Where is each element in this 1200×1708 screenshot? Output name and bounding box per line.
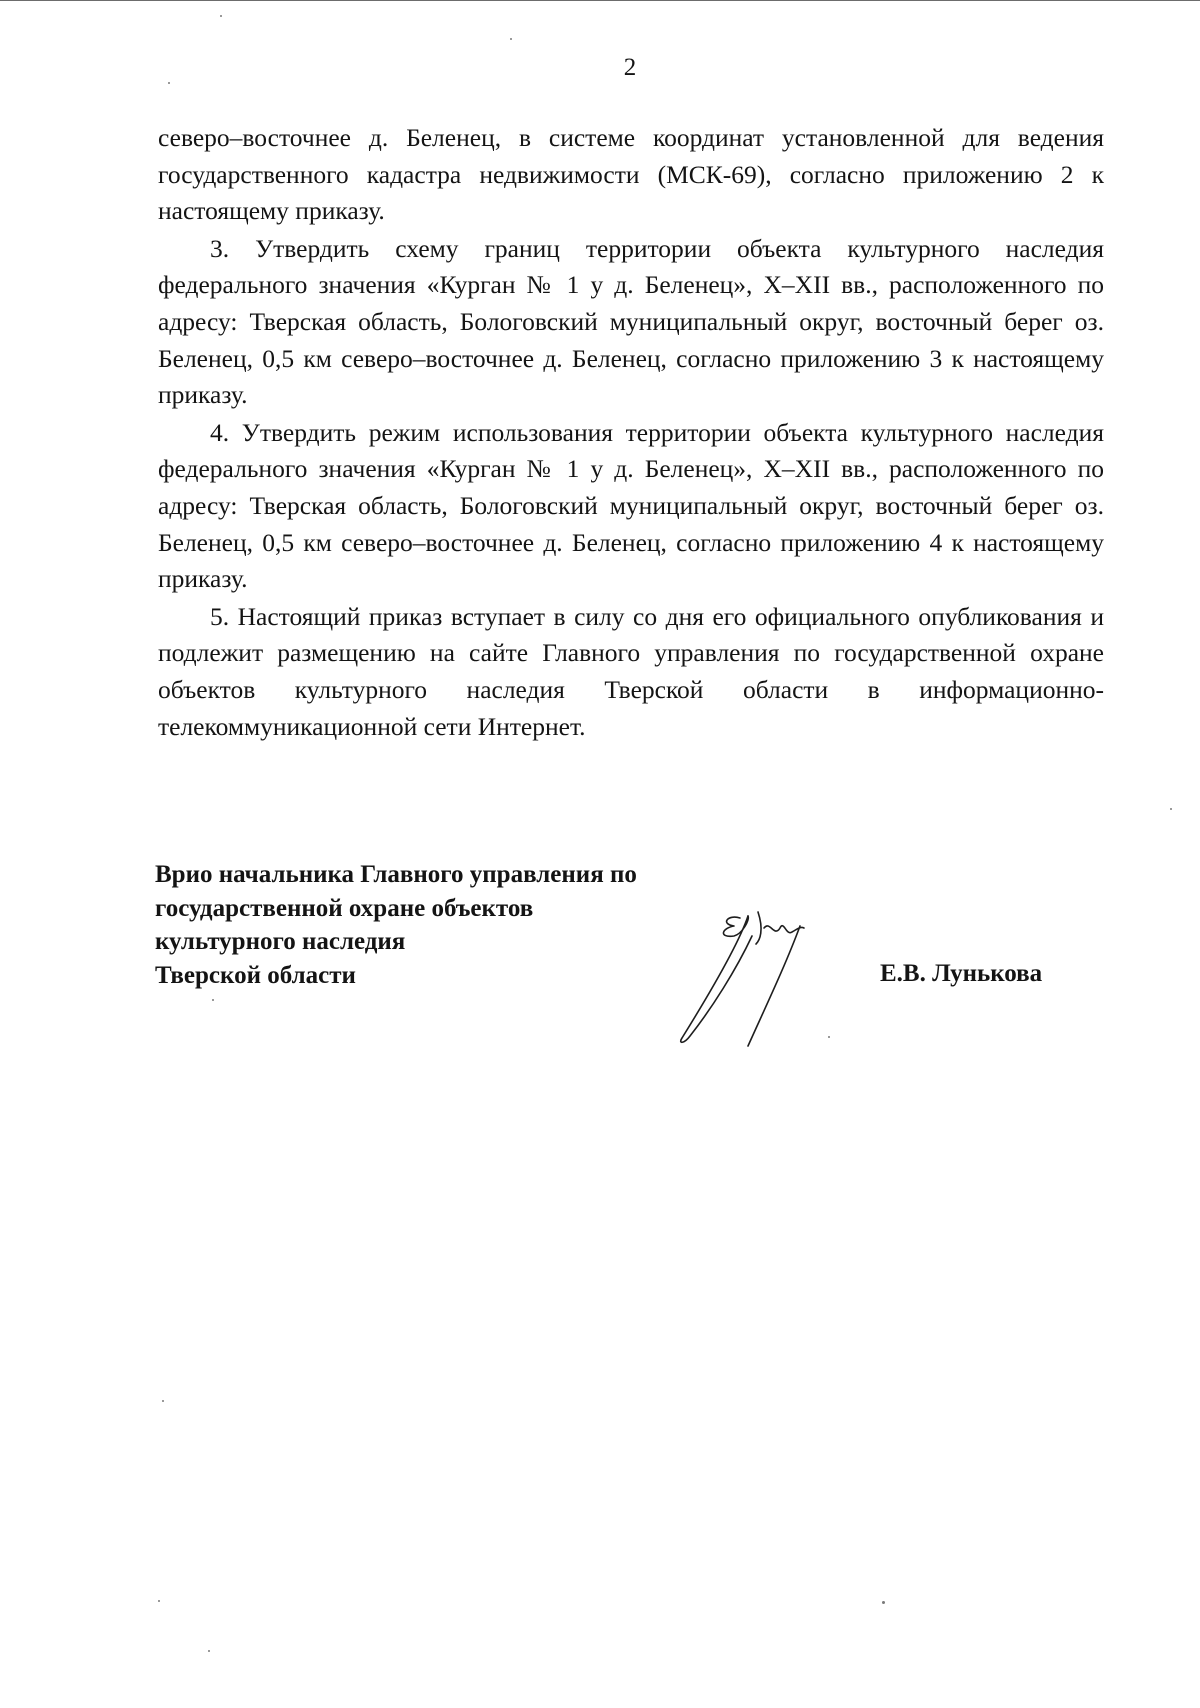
scan-speck	[882, 1601, 885, 1604]
scan-speck	[208, 1650, 210, 1652]
signatory-position-line: Тверской области	[155, 961, 356, 989]
scan-speck	[162, 1400, 164, 1402]
scan-speck	[158, 1600, 160, 1602]
signatory-position	[155, 858, 715, 992]
scan-speck	[212, 999, 214, 1001]
scan-speck	[1170, 808, 1172, 810]
paragraph-item-3: 3. Утвердить схему границ территории объекта культурного наследия федерального значения «Курган № 1 у д. Беленец», X–XII вв., расположенного по адресу: Тверская область, Бологовский муниципальный округ, восточный берег оз. Беленец, 0,5 км северо–восточнее д. Беленец, согласно приложению 3 к настоящему приказу.	[158, 233, 1104, 410]
signatory-name: Е.В. Лунькова	[880, 960, 1043, 987]
handwritten-signature	[668, 910, 828, 1050]
signatory-position-line: государственной охране объектов	[155, 894, 534, 922]
page-number: 2	[623, 54, 637, 81]
scan-speck	[510, 38, 512, 40]
page-top-edge	[0, 0, 1200, 1]
scan-speck	[828, 1036, 830, 1038]
document-body	[158, 120, 1104, 745]
paragraph-continuation: северо–восточнее д. Беленец, в системе координат установленной для ведения государственного кадастра недвижимости (МСК-69), согласно приложению 2 к настоящему приказу.	[158, 123, 1104, 226]
scan-speck	[220, 15, 222, 17]
signatory-position-line: Врио начальника Главного управления по	[155, 861, 637, 888]
signatory-position-line: культурного наследия	[155, 928, 406, 955]
paragraph-item-5: 5. Настоящий приказ вступает в силу со дня его официального опубликования и подлежит размещению на сайте Главного управления по государственной охране объектов культурного наследия Тверской области в информационно-телекоммуникационной сети Интернет.	[158, 601, 1104, 741]
scan-speck	[168, 82, 170, 84]
paragraph-item-4: 4. Утвердить режим использования территории объекта культурного наследия федерального значения «Курган № 1 у д. Беленец», X–XII вв., расположенного по адресу: Тверская область, Бологовский муниципальный округ, восточный берег оз. Беленец, 0,5 км северо–восточнее д. Беленец, согласно приложению 4 к настоящему приказу.	[158, 417, 1104, 594]
